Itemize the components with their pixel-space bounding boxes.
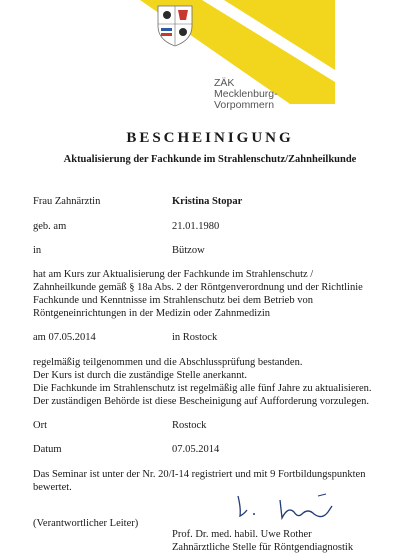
registration-paragraph	[33, 468, 365, 494]
course-line: Fachkunde und Kenntnisse im Strahlenschutz bei dem Betrieb von	[33, 295, 313, 306]
responsible-label: (Verantwortlicher Leiter)	[33, 518, 139, 529]
signatory-name: Prof. Dr. med. habil. Uwe Rother	[172, 529, 312, 540]
issue-place: Rostock	[172, 420, 207, 431]
logo-line-3: Vorpommern	[214, 99, 275, 111]
result-line: Die Fachkunde im Strahlenschutz ist regelmäßig alle fünf Jahre zu aktualisieren.	[33, 383, 372, 394]
course-line: Röntgeneinrichtungen in der Medizin oder Zahnmedizin	[33, 308, 271, 319]
result-line: Der zuständigen Behörde ist diese Bescheinigung auf Aufforderung vorzulegen.	[33, 396, 369, 407]
logo-line-1: ZÄK	[214, 77, 235, 89]
birthplace-label: in	[33, 245, 42, 256]
birth-label: geb. am	[33, 221, 67, 232]
result-paragraph	[33, 356, 372, 408]
issue-date: 07.05.2014	[172, 444, 220, 455]
salutation-label: Frau Zahnärztin	[33, 196, 101, 207]
person-name: Kristina Stopar	[172, 196, 243, 207]
registration-line: bewertet.	[33, 482, 72, 493]
course-line: hat am Kurs zur Aktualisierung der Fachkunde im Strahlenschutz /	[33, 269, 314, 280]
result-line: Der Kurs ist durch die zuständige Stelle anerkannt.	[33, 370, 248, 381]
issue-place-label: Ort	[33, 420, 47, 431]
result-line: regelmäßig teilgenommen und die Abschlussprüfung bestanden.	[33, 357, 303, 368]
document-subtitle: Aktualisierung der Fachkunde im Strahlenschutz/Zahnheilkunde	[63, 154, 357, 165]
issue-date-label: Datum	[33, 444, 62, 455]
course-line: Zahnheilkunde gemäß § 18a Abs. 2 der Röntgenverordnung und der Richtlinie	[33, 282, 363, 293]
course-location: in Rostock	[172, 332, 218, 343]
signatory-office: Zahnärztliche Stelle für Röntgendiagnostik	[172, 542, 354, 553]
document-title: BESCHEINIGUNG	[126, 130, 294, 146]
coat-of-arms-icon	[158, 6, 192, 46]
course-date: am 07.05.2014	[33, 332, 96, 343]
birth-date: 21.01.1980	[172, 221, 220, 232]
logo-line-2: Mecklenburg-	[214, 88, 278, 100]
course-paragraph	[33, 268, 363, 320]
registration-line: Das Seminar ist unter der Nr. 20/I-14 registriert und mit 9 Fortbildungspunkten	[33, 469, 366, 480]
birthplace: Bützow	[172, 245, 205, 256]
handwritten-signature	[232, 492, 352, 522]
